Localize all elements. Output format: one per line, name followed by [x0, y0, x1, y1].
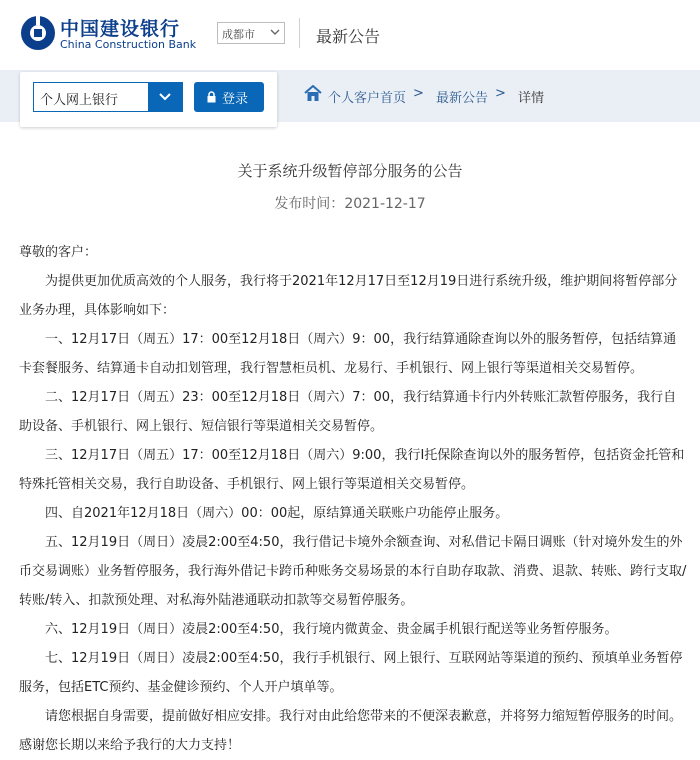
chevron-down-icon [158, 91, 172, 103]
channel-dropdown-toggle[interactable] [148, 83, 182, 111]
article-paragraph: 二、12月17日（周五）23：00至12月18日（周六）7：00，我行结算通卡行内外转账汇款暂停服务，我行自助设备、手机银行、网上银行、短信银行等渠道相关交易暂停。 [19, 390, 677, 434]
breadcrumb-separator: > [413, 86, 424, 101]
article-paragraph: 一、12月17日（周五）17：00至12月18日（周六）9：00，我行结算通除查询以外的服务暂停，包括结算通卡套餐服务、结算通卡自动扣划管理，我行智慧柜员机、龙易行、手机银行、网上银行等渠道相关交易暂停。 [19, 332, 677, 376]
login-button[interactable] [194, 82, 264, 112]
article-greeting: 尊敬的客户： [19, 245, 98, 260]
breadcrumb-current: 详情 [518, 91, 545, 106]
article-paragraph: 五、12月19日（周日）凌晨2:00至4:50，我行借记卡境外余额查询、对私借记卡隔日调账（针对境外发生的外币交易调账）业务暂停服务，我行海外借记卡跨币种账务交易场景的本行自助存取款、消费、退款、转账、跨行支取/转账/转入、扣款预处理、对私海外陆港通联动扣款等交易暂停服务。 [19, 535, 687, 608]
city-select-value: 成都市 [222, 28, 255, 41]
login-button-label: 登录 [222, 92, 249, 107]
article-paragraph: 四、自2021年12月18日（周六）00：00起，原结算通关联账户功能停止服务。 [45, 506, 509, 521]
article-date-value: 2021-12-17 [344, 196, 426, 212]
home-icon[interactable] [304, 85, 322, 102]
chevron-down-icon [270, 27, 280, 37]
header-divider [299, 18, 300, 48]
city-select[interactable] [217, 22, 285, 44]
ccb-logo-icon[interactable] [20, 15, 56, 51]
article-paragraph: 请您根据自身需要，提前做好相应安排。我行对由此给您带来的不便深表歉意，并将努力缩短暂停服务的时间。感谢您长期以来给予我行的大力支持！ [19, 709, 683, 753]
article-title: 关于系统升级暂停部分服务的公告 [237, 162, 463, 180]
breadcrumb-home[interactable]: 个人客户首页 [328, 91, 407, 106]
lock-icon [206, 91, 217, 103]
page-title: 最新公告 [316, 27, 381, 46]
login-panel [20, 72, 277, 127]
breadcrumb-section[interactable]: 最新公告 [436, 91, 489, 106]
article-date-label: 发布时间： [274, 196, 345, 212]
breadcrumb-separator: > [495, 86, 506, 101]
article-date [0, 193, 700, 213]
brand-name-cn: 中国建设银行 [60, 18, 181, 40]
article-paragraph: 六、12月19日（周日）凌晨2:00至4:50，我行境内微黄金、贵金属手机银行配送等业务暂停服务。 [45, 622, 618, 637]
site-header [0, 0, 700, 70]
article-paragraph: 为提供更加优质高效的个人服务，我行将于2021年12月17日至12月19日进行系统升级，维护期间将暂停部分业务办理，具体影响如下： [19, 274, 678, 318]
article-paragraph: 三、12月17日（周五）17：00至12月18日（周六）9:00，我行I托保除查询以外的服务暂停，包括资金托管和特殊托管相关交易，我行自助设备、手机银行、网上银行等渠道相关交易暂停。 [19, 448, 685, 492]
channel-select-value: 个人网上银行 [40, 93, 119, 108]
article-paragraph: 七、12月19日（周日）凌晨2:00至4:50，我行手机银行、网上银行、互联网站等渠道的预约、预填单业务暂停服务，包括ETC预约、基金健诊预约、个人开户填单等。 [19, 651, 683, 695]
brand-name-en: China Construction Bank [60, 38, 197, 51]
channel-select[interactable] [33, 82, 183, 112]
article-body [19, 238, 687, 760]
